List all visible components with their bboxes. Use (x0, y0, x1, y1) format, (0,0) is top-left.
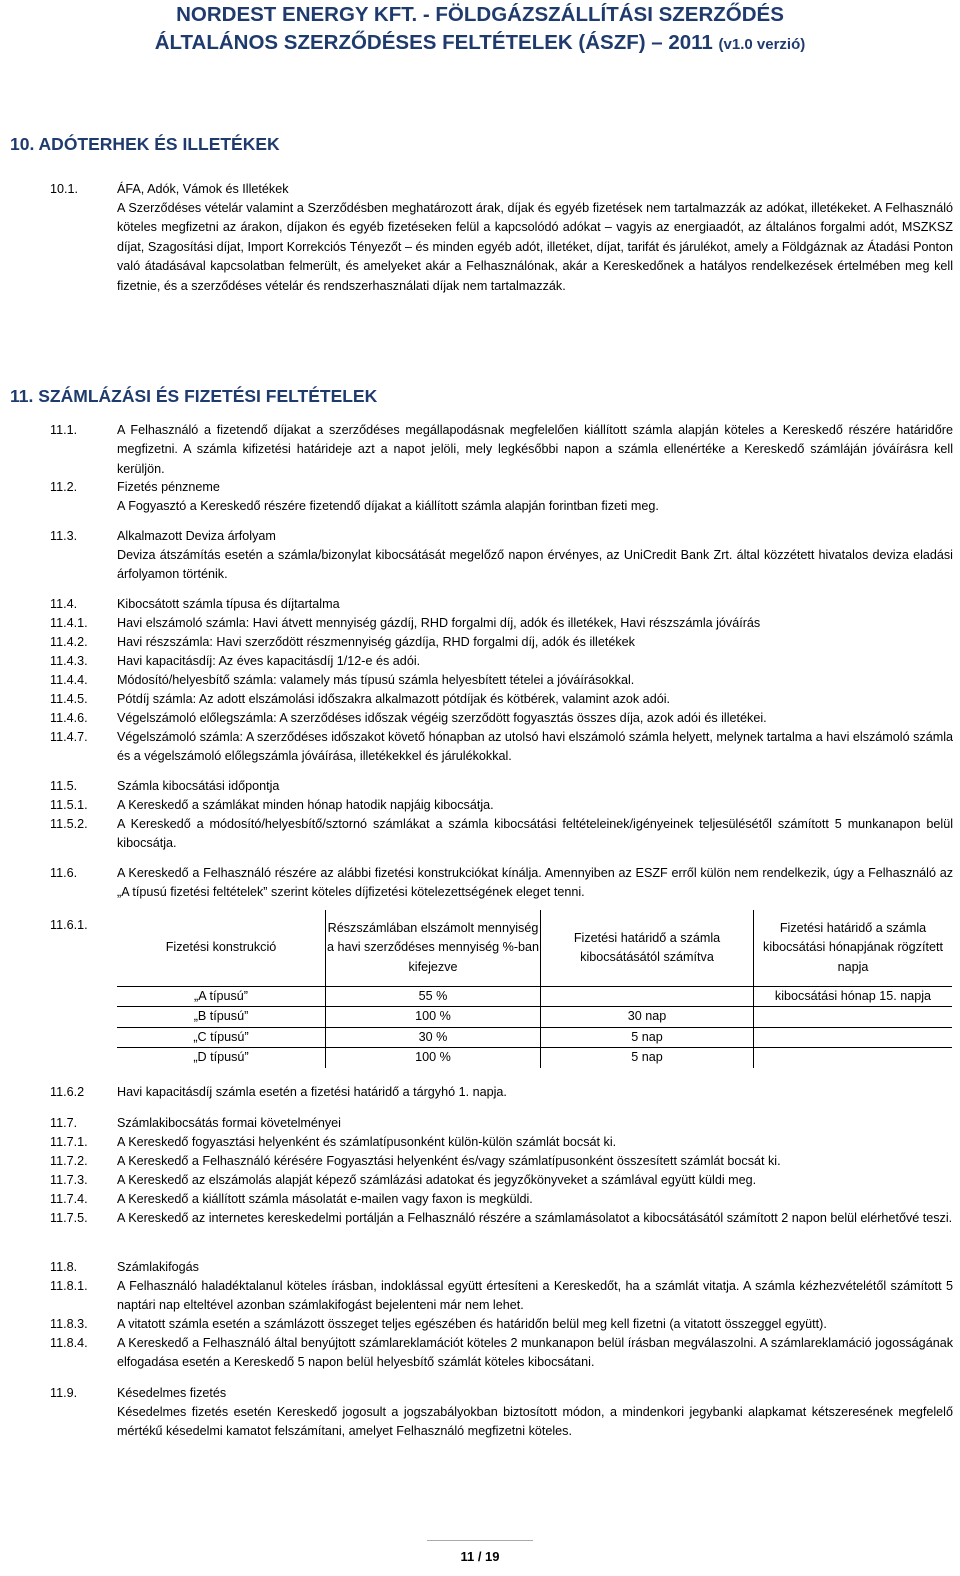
item-number: 11.8. (50, 1260, 78, 1274)
item-number: 11.4.5. (50, 692, 88, 706)
item-number: 11.7.5. (50, 1211, 88, 1225)
table-row (117, 1027, 952, 1047)
item-number: 11.1. (50, 423, 78, 437)
item-number: 11.9. (50, 1386, 78, 1400)
table-cell: 5 nap (541, 1048, 754, 1068)
table-header-row (117, 910, 952, 987)
item-text: Deviza átszámítás esetén a számla/bizonylat kibocsátását megelőző napon érvényes, az UniCredit Bank Zrt. által közzétett hivatalos deviza eladási árfolyamon történik. (117, 548, 953, 582)
item-number: 11.6.1. (50, 918, 88, 932)
item-number: 11.5. (50, 779, 78, 793)
item-number: 11.7. (50, 1116, 78, 1130)
item-number: 11.7.3. (50, 1173, 88, 1187)
table-row (117, 987, 952, 1007)
table-row (117, 1048, 952, 1068)
item-text: Módosító/helyesbítő számla: valamely más típusú számla helyesbített tételei a jóváírásokkal. (117, 673, 635, 687)
table-header-cell: Részszámlában elszámolt mennyiség a havi szerződéses mennyiség %-ban kifejezve (326, 910, 541, 987)
item-number: 11.4.4. (50, 673, 88, 687)
item-number: 11.5.2. (50, 817, 88, 831)
section-10-heading (10, 134, 280, 155)
item-number: 11.6. (50, 866, 78, 880)
section-number: 11. (10, 386, 34, 406)
item-text: A Kereskedő fogyasztási helyenként és számlatípusonként külön-külön számlát bocsát ki. (117, 1135, 617, 1149)
item-number: 11.5.1. (50, 798, 88, 812)
item-title: Alkalmazott Deviza árfolyam (117, 529, 276, 543)
paragraph-text: A Szerződéses vételár valamint a Szerződésben meghatározott árak, díjak és egyéb fizetések nem tartalmazzák az adókat, illetékeket. A Felhasználó köteles megfizetni az árakon, díjakon és egyéb fizetéseken felül a kapcsolódó adókat – vagyis az energiaadót, az általános forgalmi adót, MSZKSZ díjat, Szagosítási díjat, Import Korrekciós Tényezőt – és minden egyéb adót, illetéket, díjat, tarifát és járulékot, amely a Földgáznak az Átadási Ponton való átadásával kapcsolatban felmerült, és amelyeket akár a Felhasználónak, akár a Kereskedőnek a hatályos rendelkezések értelmében meg kell fizetnie, és a szerződéses vételár és rendszerhasználati díjak nem tartalmazzák. (117, 201, 953, 293)
table-cell: kibocsátási hónap 15. napja (754, 987, 953, 1007)
paragraph (117, 199, 953, 296)
section-11-heading (10, 386, 377, 407)
item-number: 11.8.4. (50, 1336, 88, 1350)
item-text: A Felhasználó haladéktalanul köteles írásban, indoklással együtt értesíteni a Kereskedőt, ha a számlát vitatja. A számla kézhezvételétől számított 5 naptári nap elteltével azonban számlakifogást bejelenteni már nem lehet. (117, 1279, 953, 1313)
item-text: Havi részszámla: Havi szerződött részmennyiség gázdíja, RHD forgalmi díj, adók és illetékek (117, 635, 635, 649)
table-cell: „A típusú” (117, 987, 326, 1007)
table-cell (541, 987, 754, 1007)
table-cell: 100 % (326, 1048, 541, 1068)
table-cell: 30 % (326, 1027, 541, 1047)
header-subtitle-text: ÁLTALÁNOS SZERZŐDÉSES FELTÉTELEK (ÁSZF) – 2011 (154, 31, 713, 54)
table-header-cell: Fizetési határidő a számla kibocsátásától számítva (541, 910, 754, 987)
page-number: 11 / 19 (460, 1549, 500, 1564)
item-title: Kibocsátott számla típusa és díjtartalma (117, 597, 340, 611)
item-text: A Fogyasztó a Kereskedő részére fizetendő díjakat a kiállított számla alapján forintban fizeti meg. (117, 499, 659, 513)
item-text: A Kereskedő a kiállított számla másolatát e-mailen vagy faxon is megküldi. (117, 1192, 533, 1206)
payment-terms-table (117, 910, 952, 1068)
table-cell: „D típusú” (117, 1048, 326, 1068)
item-number: 11.8.3. (50, 1317, 88, 1331)
item-number: 11.3. (50, 529, 78, 543)
item-text: A Felhasználó a fizetendő díjakat a szerződéses megállapodásnak megfelelően kiállított számla alapján köteles a Kereskedő részére határidőre megfizetni. A számla kifizetési határideje azt a napot jelöli, mely legkésőbbi napon a számla ellenértéke a Kereskedő számláján jóváírásra kell kerüljön. (117, 423, 953, 476)
table-header-cell: Fizetési konstrukció (117, 910, 326, 987)
table-cell (754, 1048, 953, 1068)
footer-divider (427, 1540, 533, 1541)
table-cell: „C típusú” (117, 1027, 326, 1047)
table-header-cell: Fizetési határidő a számla kibocsátási hónapjának rögzített napja (754, 910, 953, 987)
item-text: A Kereskedő a módosító/helyesbítő/sztornó számlákat a számla kibocsátási feltételeinek/igényeinek teljesülésétől számított 5 munkanapon belül kibocsátja. (117, 817, 953, 851)
table-cell: 5 nap (541, 1027, 754, 1047)
document-header-title: NORDEST ENERGY KFT. - FÖLDGÁZSZÁLLÍTÁSI SZERZŐDÉS (176, 3, 784, 26)
item-title: Számlakibocsátás formai követelményei (117, 1116, 341, 1130)
table-cell (754, 1007, 953, 1027)
item-text: Végelszámoló számla: A szerződéses időszakot követő hónapban az utolsó havi elszámoló számla helyett, melynek tartalma a havi elszámoló számla és a végelszámoló előlegszámla jóváírása, illetékekkel és járulékokkal. (117, 730, 953, 764)
item-number: 11.4.3. (50, 654, 88, 668)
section-number: 10. (10, 134, 35, 154)
item-number: 11.7.1. (50, 1135, 88, 1149)
item-text: Végelszámoló előlegszámla: A szerződéses időszak végéig szerződött fogyasztás összes díja, azok adói és illetékei. (117, 711, 767, 725)
item-text: Havi kapacitásdíj: Az éves kapacitásdíj 1/12-e és adói. (117, 654, 421, 668)
item-number: 11.8.1. (50, 1279, 88, 1293)
item-text: A Kereskedő a számlákat minden hónap hatodik napjáig kibocsátja. (117, 798, 494, 812)
item-title: Számlakifogás (117, 1260, 199, 1274)
section-title: ADÓTERHEK ÉS ILLETÉKEK (38, 134, 280, 154)
item-title: Késedelmes fizetés (117, 1386, 227, 1400)
table-row (117, 1007, 952, 1027)
item-number: 11.7.4. (50, 1192, 88, 1206)
item-number: 11.4.6. (50, 711, 88, 725)
item-text: Pótdíj számla: Az adott elszámolási időszakra alkalmazott pótdíjak és kötbérek, valamint azok adói. (117, 692, 670, 706)
table-cell (754, 1027, 953, 1047)
item-text: A Kereskedő a Felhasználó kérésére Fogyasztási helyenként és/vagy számlatípusonként összesített számlát bocsát ki. (117, 1154, 781, 1168)
item-title: ÁFA, Adók, Vámok és Illetékek (117, 182, 289, 196)
item-number: 11.7.2. (50, 1154, 88, 1168)
version-label: (v1.0 verzió) (718, 36, 806, 53)
document-header-subtitle (0, 30, 960, 58)
item-text: A Kereskedő az internetes kereskedelmi portálján a Felhasználó részére a számlamásolatot a kibocsátásától számított 2 napon belül elérhetővé teszi. (117, 1211, 953, 1225)
item-number: 11.4.1. (50, 616, 88, 630)
section-title: SZÁMLÁZÁSI ÉS FIZETÉSI FELTÉTELEK (38, 386, 378, 406)
table-cell: 100 % (326, 1007, 541, 1027)
item-text: A Kereskedő az elszámolás alapját képező számlázási adatokat és jegyzőkönyveket a számlával együtt küldi meg. (117, 1173, 757, 1187)
item-text: A Kereskedő a Felhasználó részére az alábbi fizetési konstrukciókat kínálja. Amennyiben az ESZF erről külön nem rendelkezik, úgy a Felhasználó az „A típusú fizetési feltételek” szerint köteles díjfizetési kötelezettségének eleget tenni. (117, 866, 953, 900)
table-cell: „B típusú” (117, 1007, 326, 1027)
item-number: 11.4.2. (50, 635, 88, 649)
item-title: Fizetés pénzneme (117, 480, 220, 494)
item-number: 10.1. (50, 182, 79, 196)
item-text: Havi elszámoló számla: Havi átvett mennyiség gázdíj, RHD forgalmi díj, adók és illetékek, Havi részszámla jóváírás (117, 616, 761, 630)
item-title: Számla kibocsátási időpontja (117, 779, 280, 793)
item-text: A vitatott számla esetén a számlázott összeget teljes egészében és határidőn belül meg kell fizetni (a vitatott összeggel együtt). (117, 1317, 827, 1331)
item-number: 11.2. (50, 480, 78, 494)
item-text: Havi kapacitásdíj számla esetén a fizetési határidő a tárgyhó 1. napja. (117, 1085, 507, 1099)
table-cell: 55 % (326, 987, 541, 1007)
table-cell: 30 nap (541, 1007, 754, 1027)
item-text: A Kereskedő a Felhasználó által benyújtott számlareklamációt köteles 2 munkanapon belül írásban megválaszolni. A számlareklamáció jogosságának elfogadása esetén a Kereskedő 5 napon belül helyesbítő számlát köteles kibocsátani. (117, 1336, 953, 1370)
item-number: 11.4. (50, 597, 78, 611)
item-text: Késedelmes fizetés esetén Kereskedő jogosult a jogszabályokban biztosított módon, a mindenkori jegybanki alapkamat kétszeresének megfelelő mértékű késedelmi kamatot felszámítani, amelyet Felhasználó megfizetni köteles. (117, 1405, 953, 1439)
item-number: 11.4.7. (50, 730, 88, 744)
item-number: 11.6.2 (50, 1085, 85, 1099)
